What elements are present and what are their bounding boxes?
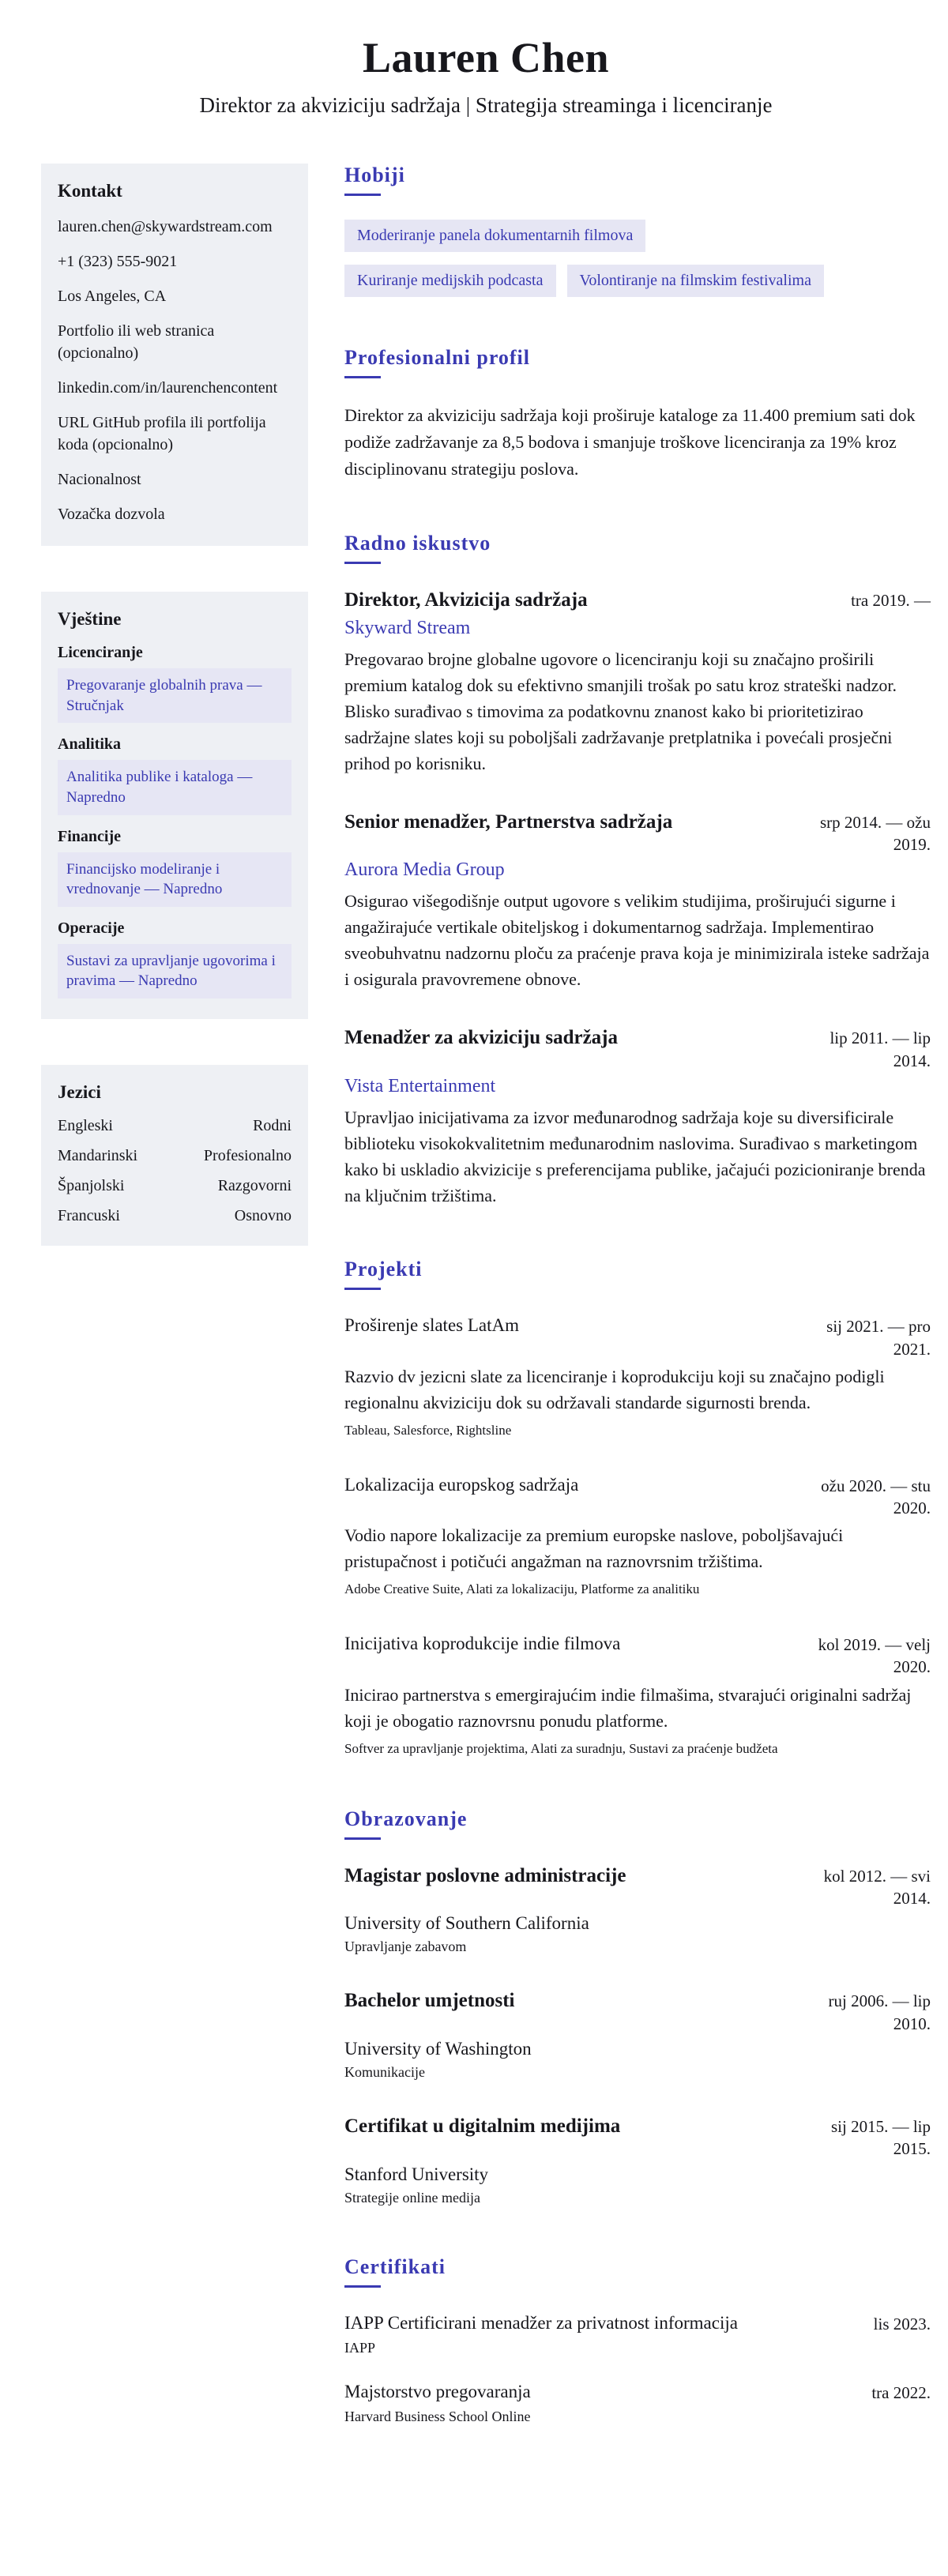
skill-group-label: Operacije: [58, 919, 125, 937]
heading-underline: [344, 562, 381, 564]
hobby-chip: Moderiranje panela dokumentarnih filmova: [344, 220, 645, 252]
project-name: Inicijativa koprodukcije indie filmova: [344, 1634, 621, 1654]
skill-group: [58, 828, 292, 907]
project-dates: ožu 2020. — stu 2020.: [821, 1476, 931, 1517]
projects-heading: Projekti: [344, 1258, 423, 1281]
project-description: Inicirao partnerstva s emergirajućim indie filmašima, stvarajući originalni sadržaj koji je obogatio raznovrsnu ponudu platforme.: [344, 1684, 912, 1731]
education-dates: ruj 2006. — lip 2010.: [828, 1991, 931, 2033]
skill-group: [58, 644, 292, 723]
experience-item: [344, 1025, 931, 1209]
skills-section: [41, 592, 308, 1019]
contact-linkedin: linkedin.com/in/laurenchencontent: [58, 379, 278, 397]
contact-drivers-license: Vozačka dozvola: [58, 506, 165, 523]
skill-group-label: Analitika: [58, 735, 122, 754]
certificate-item: [344, 2380, 931, 2425]
contact-location: Los Angeles, CA: [58, 288, 167, 305]
company-name: Vista Entertainment: [344, 1076, 496, 1097]
education-section: [344, 1807, 931, 2206]
education-dates: sij 2015. — lip 2015.: [830, 2116, 931, 2159]
degree-title: Bachelor umjetnosti: [344, 1990, 515, 2012]
project-tools: Adobe Creative Suite, Alati za lokalizaciju, Platforme za analitiku: [344, 1581, 700, 1597]
field-of-study: Strategije online medija: [344, 2189, 480, 2206]
languages-section: [41, 1065, 308, 1246]
project-description: Razvio dv jezicni slate za licenciranje i koprodukciju koji su značajno podigli regionalnu akviziciju dok su održavali standarde sigurnosti brenda.: [344, 1366, 885, 1412]
skill-chip: Financijsko modeliranje i vrednovanje — Napredno: [58, 852, 292, 907]
certificates-heading: Certifikati: [344, 2254, 446, 2278]
project-item: [344, 1314, 931, 1439]
role-dates: tra 2019. —: [851, 591, 931, 611]
heading-underline: [344, 1837, 381, 1840]
certificates-section: [344, 2255, 931, 2426]
contact-section: [41, 164, 308, 546]
certificate-name: IAPP Certificirani menadžer za privatnost informacija: [344, 2312, 738, 2333]
person-subtitle: Direktor za akviziciju sadržaja | Strategija streaminga i licenciranje: [199, 93, 773, 117]
project-description: Vodio napore lokalizacije za premium europske naslove, poboljšavajući pristupačnost i potičući angažman na raznovrsnim tržištima.: [344, 1525, 844, 1572]
education-item: [344, 2114, 931, 2206]
language-level: Rodni: [253, 1117, 292, 1135]
certificate-issuer: Harvard Business School Online: [344, 2409, 531, 2425]
role-title: Menadžer za akviziciju sadržaja: [344, 1027, 618, 1049]
field-of-study: Komunikacije: [344, 2063, 425, 2080]
role-description: Osigurao višegodišnje output ugovore s velikim studijima, proširujući sigurne i angažirajuće vertikale obiteljskog i dokumentarnog sadržaja. Implementirao sveobuhvatnu nadzornu ploču za praćenje prava koja je minimizirala isteke sadržaja i osigurala pravovremene obnove.: [344, 891, 930, 990]
education-item: [344, 1988, 931, 2081]
language-name: Mandarinski: [58, 1147, 138, 1165]
hobby-chip-row: [344, 220, 931, 252]
hobby-chip: Volontiranje na filmskim festivalima: [567, 265, 824, 297]
hobbies-heading: Hobiji: [344, 164, 405, 186]
certificate-dates: tra 2022.: [871, 2383, 931, 2403]
language-level: Profesionalno: [203, 1147, 292, 1165]
project-dates: sij 2021. — pro 2021.: [826, 1317, 931, 1359]
contact-nationality: Nacionalnost: [58, 471, 141, 488]
role-title: Direktor, Akvizicija sadržaja: [344, 589, 588, 611]
experience-section: [344, 532, 931, 1209]
project-name: Lokalizacija europskog sadržaja: [344, 1474, 579, 1495]
skill-chip: Sustavi za upravljanje ugovorima i pravima — Napredno: [58, 944, 292, 998]
language-row: [58, 1147, 292, 1165]
languages-title: Jezici: [58, 1082, 101, 1103]
skill-chip: Pregovaranje globalnih prava — Stručnjak: [58, 668, 292, 723]
company-name: Aurora Media Group: [344, 859, 505, 881]
profile-section: [344, 346, 931, 483]
skill-group-label: Financije: [58, 827, 121, 845]
contact-portfolio: Portfolio ili web stranica (opcionalno): [58, 322, 215, 362]
degree-title: Certifikat u digitalnim medijima: [344, 2115, 621, 2137]
education-heading: Obrazovanje: [344, 1807, 468, 1830]
education-item: [344, 1863, 931, 1956]
school-name: University of Washington: [344, 2038, 532, 2059]
project-item: [344, 1632, 931, 1758]
role-title: Senior menadžer, Partnerstva sadržaja: [344, 810, 673, 833]
skill-chip: Analitika publike i kataloga — Napredno: [58, 760, 292, 814]
skill-group: [58, 919, 292, 998]
hobby-chip-row: [344, 265, 931, 297]
language-name: Francuski: [58, 1207, 120, 1225]
skill-group: [58, 735, 292, 814]
company-name: Skyward Stream: [344, 617, 471, 638]
skill-group-label: Licenciranje: [58, 644, 143, 661]
role-dates: srp 2014. — ožu 2019.: [820, 812, 931, 855]
contact-phone: +1 (323) 555-9021: [58, 253, 178, 270]
project-tools: Softver za upravljanje projektima, Alati za suradnju, Sustavi za praćenje budžeta: [344, 1740, 778, 1756]
school-name: Stanford University: [344, 2164, 489, 2184]
language-level: Razgovorni: [217, 1177, 292, 1195]
hobby-chip: Kuriranje medijskih podcasta: [344, 265, 556, 297]
education-dates: kol 2012. — svi 2014.: [823, 1866, 931, 1908]
project-item: [344, 1473, 931, 1599]
project-tools: Tableau, Salesforce, Rightsline: [344, 1422, 512, 1438]
degree-title: Magistar poslovne administracije: [344, 1864, 626, 1886]
role-description: Pregovarao brojne globalne ugovore o licenciranju koji su značajno proširili premium katalog dok su efektivno smanjili trošak po satu kroz strateški nadzor. Blisko surađivao s timovima za podatkovnu znanost kako bi prioritetizirao sadržajne slates koji su poboljšali zadržavanje pretplatnika i povećali prosječni prihod po korisniku.: [344, 649, 897, 773]
certificate-dates: lis 2023.: [873, 2314, 931, 2333]
heading-underline: [344, 194, 381, 196]
resume-header: [41, 33, 931, 118]
school-name: University of Southern California: [344, 1913, 589, 1934]
language-row: [58, 1207, 292, 1225]
field-of-study: Upravljanje zabavom: [344, 1939, 467, 1955]
language-name: Engleski: [58, 1117, 113, 1135]
sidebar: [41, 164, 308, 1292]
profile-text: Direktor za akviziciju sadržaja koji proširuje kataloge za 11.400 premium sati dok podiže zadržavanje za 8,5 bodova i smanjuje troškove licenciranja za 19% kroz disciplinovanu strategiju poslova.: [344, 405, 916, 479]
project-dates: kol 2019. — velj 2020.: [818, 1635, 931, 1677]
certificate-item: [344, 2311, 931, 2356]
role-dates: lip 2011. — lip 2014.: [830, 1029, 931, 1070]
person-name: Lauren Chen: [362, 34, 610, 81]
skills-title: Vještine: [58, 609, 122, 629]
contact-title: Kontakt: [58, 181, 122, 201]
language-name: Španjolski: [58, 1177, 125, 1195]
certificate-name: Majstorstvo pregovaranja: [344, 2382, 531, 2402]
profile-heading: Profesionalni profil: [344, 346, 530, 369]
project-name: Proširenje slates LatAm: [344, 1315, 520, 1336]
hobbies-section: [344, 164, 931, 297]
heading-underline: [344, 376, 381, 378]
experience-heading: Radno iskustvo: [344, 532, 491, 555]
contact-email: lauren.chen@skywardstream.com: [58, 218, 273, 235]
certificate-issuer: IAPP: [344, 2340, 376, 2356]
main-content: [344, 164, 931, 2474]
experience-item: [344, 810, 931, 993]
heading-underline: [344, 2285, 381, 2288]
resume-columns: [41, 164, 931, 2474]
heading-underline: [344, 1288, 381, 1290]
experience-item: [344, 588, 931, 777]
language-level: Osnovno: [234, 1207, 292, 1225]
role-description: Upravljao inicijativama za izvor međunarodnog sadržaja koje su diversificirale biblioteku visokokvalitetnim međunarodnim naslovima. Surađivao s marketingom kako bi uskladio akvizicije s preferencijama publike, jačajući pozicioniranje brenda na ključnim tržištima.: [344, 1107, 926, 1206]
projects-section: [344, 1258, 931, 1758]
language-row: [58, 1117, 292, 1135]
contact-github: URL GitHub profila ili portfolija koda (opcionalno): [58, 414, 266, 453]
language-row: [58, 1177, 292, 1195]
